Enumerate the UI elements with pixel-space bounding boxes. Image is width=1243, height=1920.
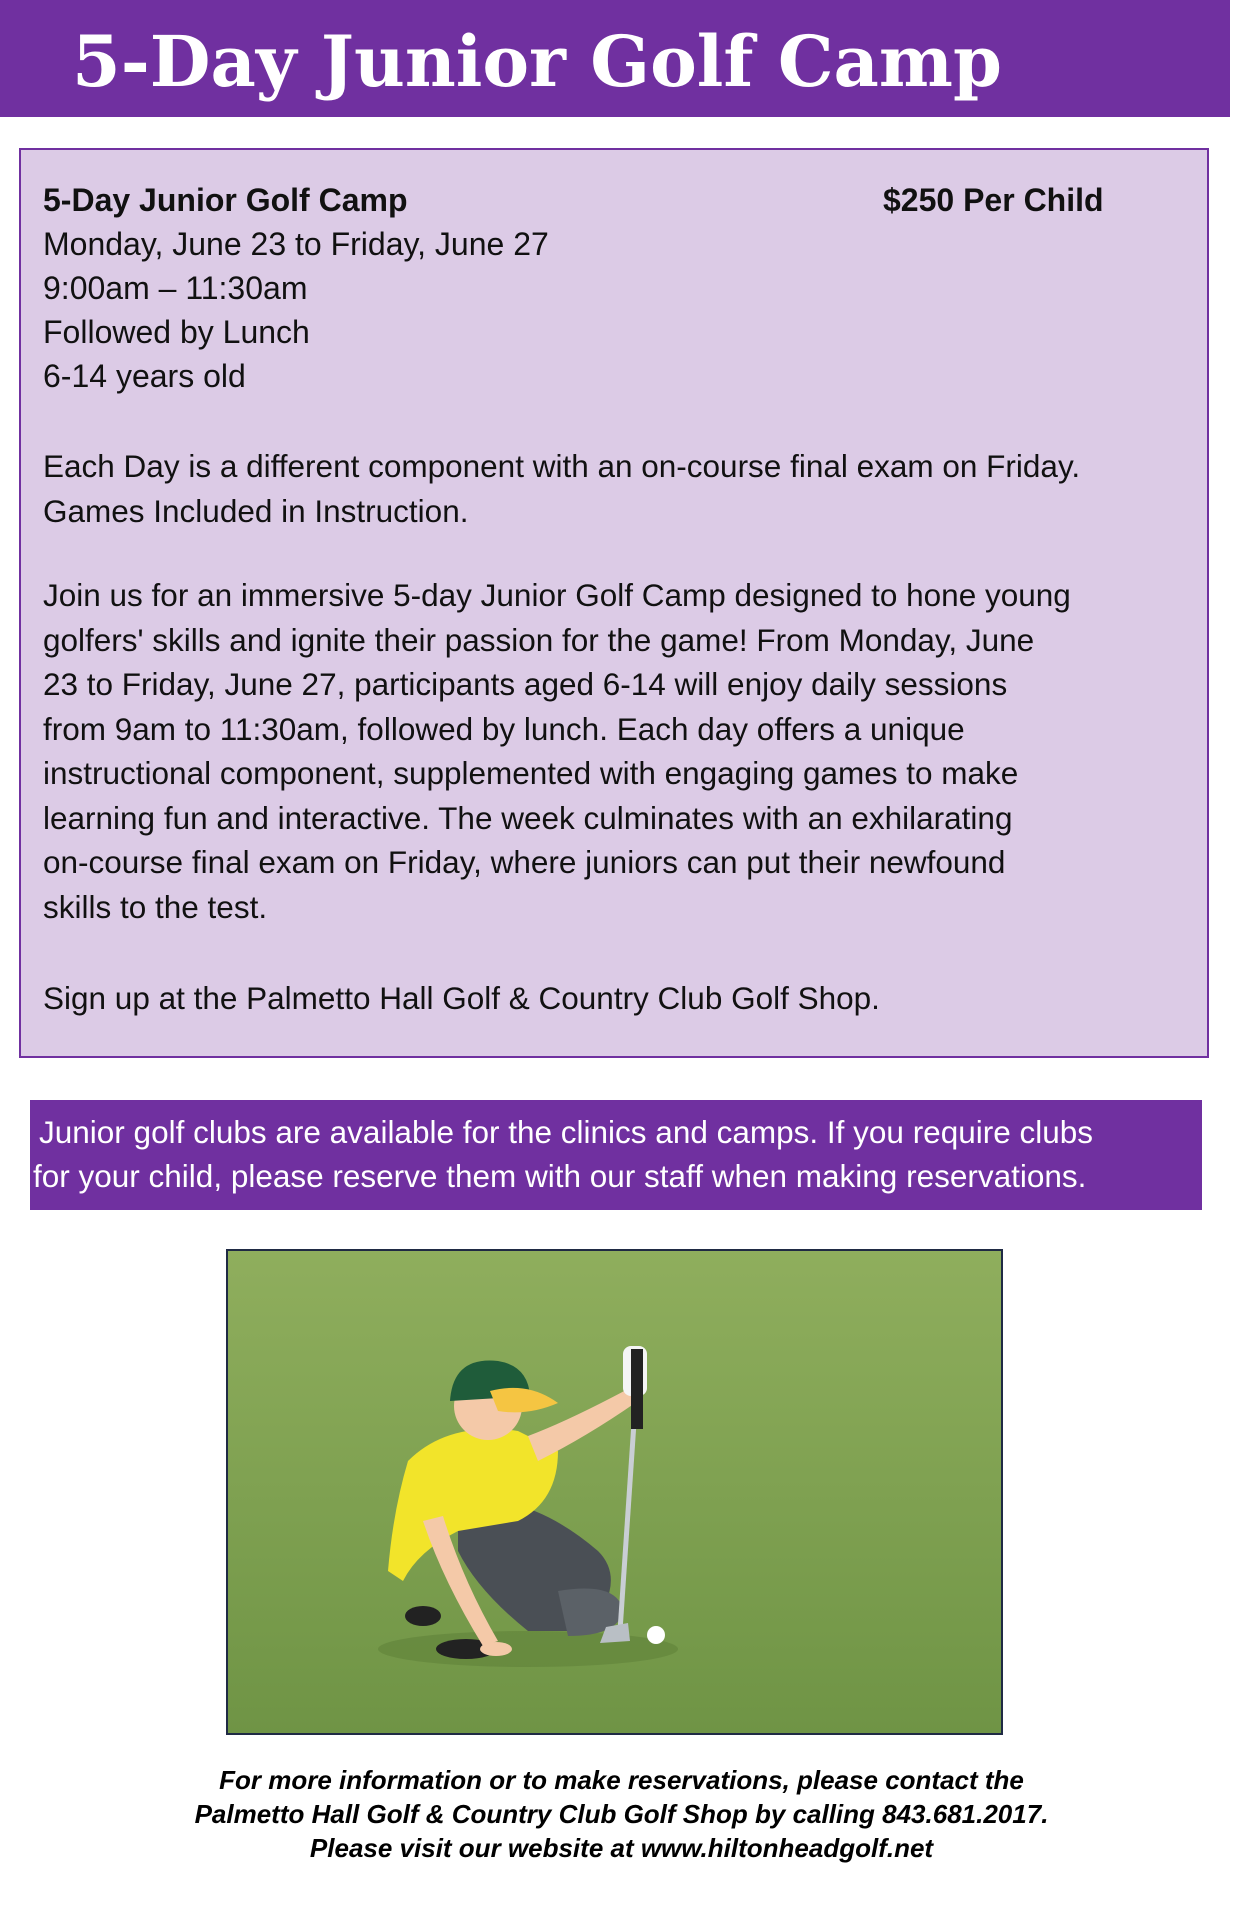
camp-description: [43, 573, 1193, 929]
camp-price: $250 Per Child: [883, 182, 1104, 218]
golf-kid-illustration: [228, 1251, 1001, 1733]
camp-info-box: [19, 148, 1209, 1058]
camp-title-row: [43, 178, 1185, 222]
clubs-notice-banner: [30, 1100, 1202, 1210]
description-line: on-course final exam on Friday, where juniors can put their newfound: [43, 844, 1006, 880]
camp-time: 9:00am – 11:30am: [43, 270, 308, 306]
camp-lunch: Followed by Lunch: [43, 314, 310, 350]
description-line: instructional component, supplemented with engaging games to make: [43, 755, 1019, 791]
contact-footer: [0, 1763, 1243, 1865]
camp-components: [43, 444, 1193, 533]
camp-name: 5-Day Junior Golf Camp: [43, 182, 408, 218]
components-line: Each Day is a different component with an on-course final exam on Friday.: [43, 448, 1081, 484]
camp-dates: Monday, June 23 to Friday, June 27: [43, 226, 549, 262]
description-line: Join us for an immersive 5-day Junior Golf Camp designed to hone young: [43, 577, 1071, 613]
golf-ball: [647, 1626, 665, 1644]
footer-line: Please visit our website at www.hiltonheadgolf.net: [309, 1833, 934, 1863]
golf-kid-photo: [226, 1249, 1003, 1735]
header-banner: [0, 0, 1230, 117]
notice-line: for your child, please reserve them with our staff when making reservations.: [33, 1158, 1087, 1194]
club-grip: [631, 1349, 643, 1429]
notice-line: Junior golf clubs are available for the clinics and camps. If you require clubs: [39, 1114, 1094, 1150]
description-line: skills to the test.: [43, 888, 268, 925]
description-line: golfers' skills and ignite their passion for the game! From Monday, June: [43, 621, 1035, 658]
components-line: Games Included in Instruction.: [43, 492, 469, 529]
footer-line: For more information or to make reservations, please contact the: [219, 1765, 1024, 1795]
signup-text: Sign up at the Palmetto Hall Golf & Country Club Golf Shop.: [43, 980, 880, 1016]
page-title: 5-Day Junior Golf Camp: [72, 20, 1002, 103]
description-line: 23 to Friday, June 27, participants aged 6-14 will enjoy daily sessions: [43, 666, 1008, 702]
description-line: from 9am to 11:30am, followed by lunch. Each day offers a unique: [43, 710, 965, 747]
camp-ages: 6-14 years old: [43, 358, 246, 394]
footer-line: Palmetto Hall Golf & Country Club Golf Shop by calling 843.681.2017.: [194, 1799, 1049, 1829]
description-line: learning fun and interactive. The week culminates with an exhilarating: [43, 799, 1013, 836]
